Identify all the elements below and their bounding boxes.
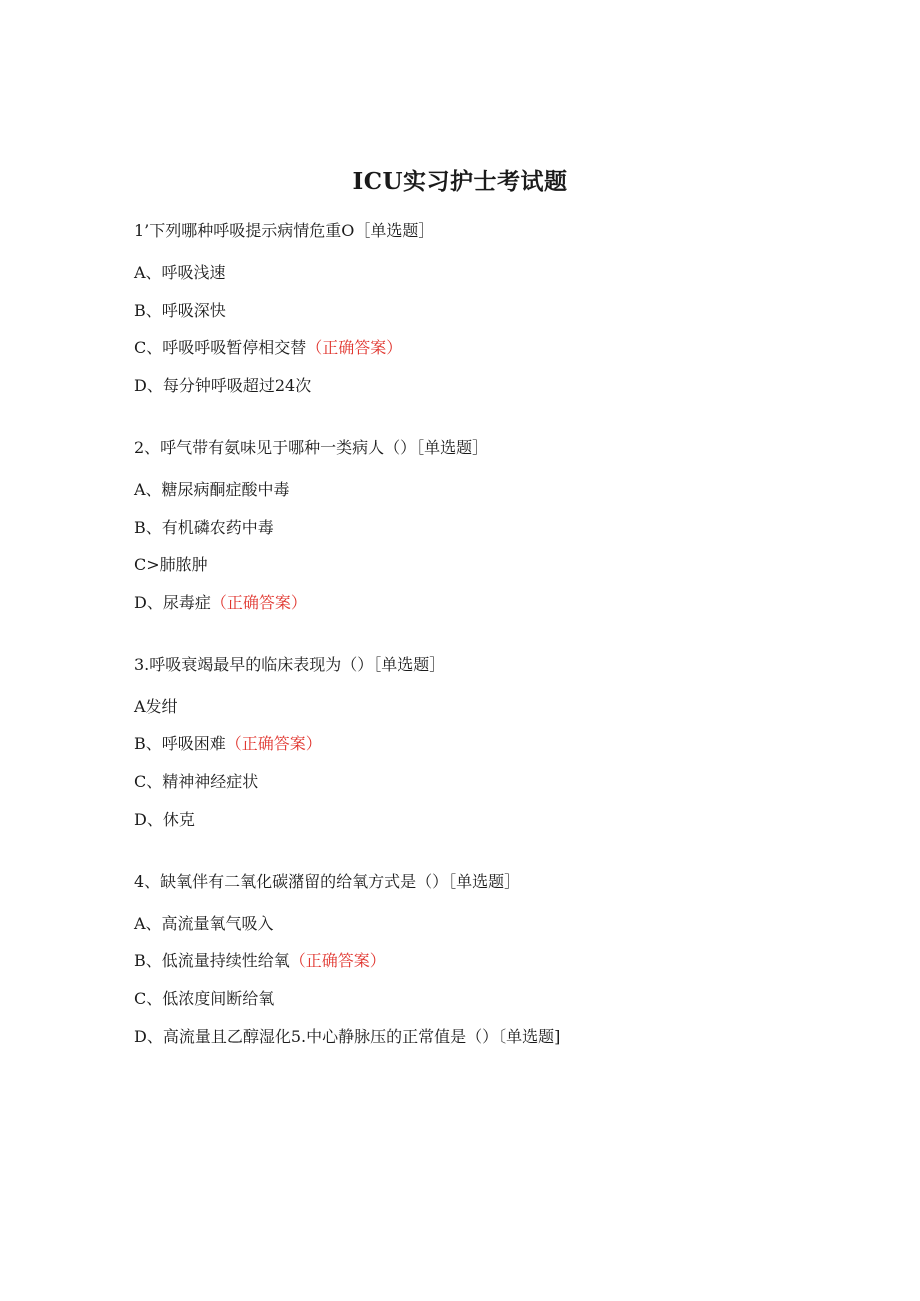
question-4-option-a: A、高流量氧气吸入 <box>134 914 274 933</box>
question-1-option-a: A、呼吸浅速 <box>134 263 226 282</box>
question-3-option-d: D、休克 <box>134 810 195 829</box>
correct-answer-tag: （正确答案） <box>210 593 307 612</box>
question-1-option-b: B、呼吸深快 <box>134 301 226 320</box>
option-text: B、低流量持续性给氧 <box>134 951 290 970</box>
question-1-stem: 1’下列哪种呼吸提示病情危重O［单选题］ <box>134 221 435 240</box>
correct-answer-tag: （正确答案） <box>289 951 386 970</box>
correct-answer-tag: （正确答案） <box>225 734 322 753</box>
question-4-stem: 4、缺氧伴有二氧化碳潴留的给氧方式是（）［单选题］ <box>134 872 521 891</box>
question-1-option-c <box>134 338 402 358</box>
option-text: C、呼吸呼吸暂停相交替 <box>134 338 307 357</box>
question-2-stem: 2、呼气带有氨味见于哪种一类病人（）［单选题］ <box>134 438 489 457</box>
question-4-option-c: C、低浓度间断给氧 <box>134 989 275 1008</box>
question-2-option-c: C>肺脓肿 <box>134 555 208 574</box>
question-3-option-c: C、精神神经症状 <box>134 772 259 791</box>
option-text: B、呼吸困难 <box>134 734 226 753</box>
question-4-option-d: D、高流量且乙醇湿化5.中心静脉压的正常值是（）〔单选题] <box>134 1027 561 1046</box>
question-2-option-b: B、有机磷农药中毒 <box>134 518 274 537</box>
question-1-option-d: D、每分钟呼吸超过24次 <box>134 376 312 395</box>
question-3-option-b <box>134 734 322 754</box>
question-2-option-d <box>134 593 307 613</box>
question-4-option-b <box>134 951 386 971</box>
page-title: ICU实习护士考试题 <box>352 168 568 195</box>
question-2-option-a: A、糖尿病酮症酸中毒 <box>134 480 290 499</box>
question-3-option-a: A发绀 <box>134 697 178 716</box>
option-text: D、尿毒症 <box>134 593 211 612</box>
question-3-stem: 3.呼吸衰竭最早的临床表现为（）［单选题］ <box>134 655 446 674</box>
correct-answer-tag: （正确答案） <box>306 338 403 357</box>
